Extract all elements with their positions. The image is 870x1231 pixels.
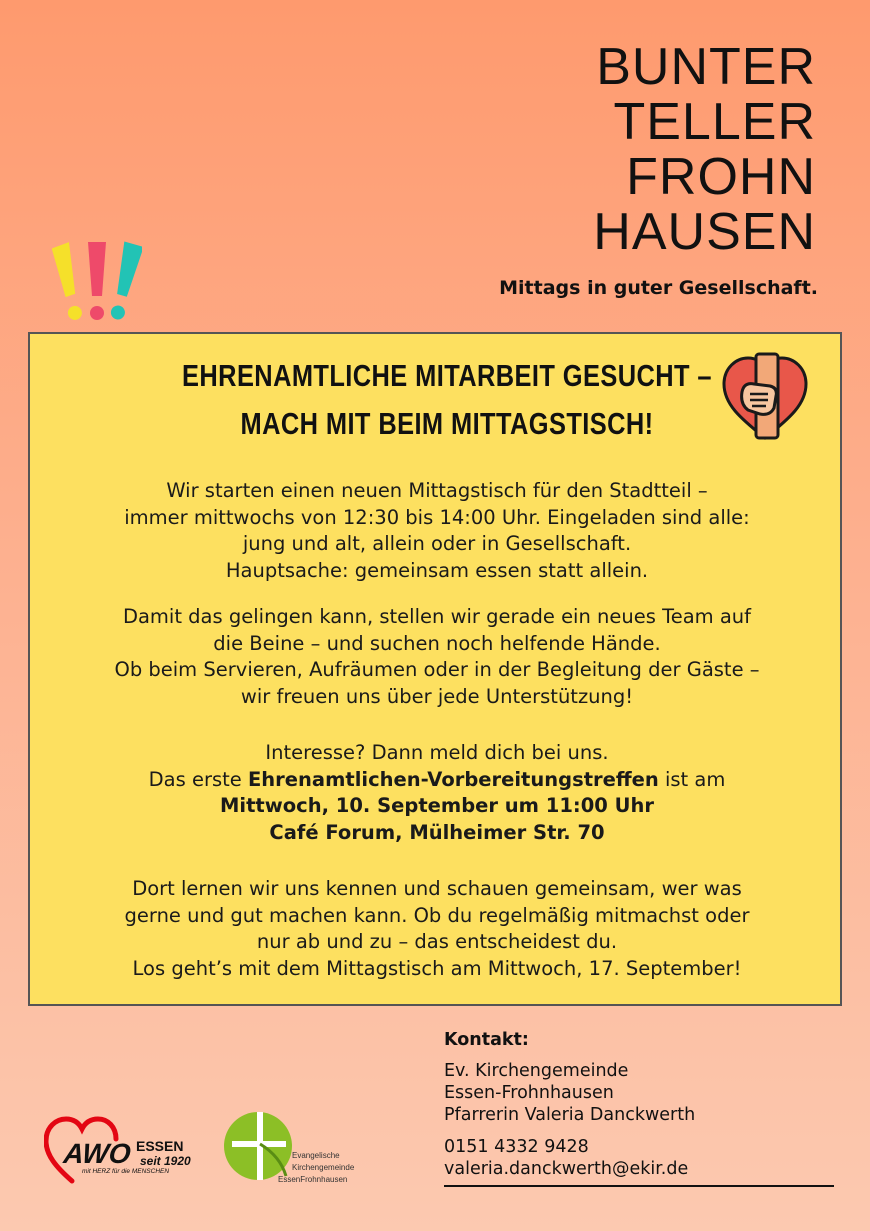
team-line-4: wir freuen uns über jede Unterstützung! — [240, 684, 634, 708]
church-logo — [220, 1106, 370, 1190]
closing-paragraph — [30, 876, 844, 982]
awo-city: ESSEN — [136, 1138, 184, 1154]
contact-divider — [444, 1185, 834, 1187]
awo-logo — [44, 1113, 200, 1185]
title-line-2: TELLER — [613, 93, 816, 151]
title-line-3: FROHN — [626, 148, 816, 206]
intro-line-4: Hauptsache: gemeinsam essen statt allein. — [225, 558, 649, 582]
closing-line-4: Los geht’s mit dem Mittagstisch am Mittwoch, 17. September! — [132, 956, 742, 980]
meeting-line-1: Interesse? Dann meld dich bei uns. — [265, 741, 609, 764]
meeting-line-2-pre: Das erste — [148, 767, 248, 791]
contact-org-1: Ev. Kirchengemeinde — [444, 1061, 629, 1081]
church-line-3: EssenFrohnhausen — [278, 1175, 348, 1184]
headline-line-2: MACH MIT BEIM MITTAGSTISCH! — [240, 406, 654, 441]
contact-email[interactable]: valeria.danckwerth@ekir.de — [444, 1159, 689, 1179]
team-line-2: die Beine – und suchen noch helfende Hände. — [213, 631, 661, 655]
team-paragraph — [30, 604, 844, 710]
contact-block — [444, 1030, 834, 1180]
team-line-3: Ob beim Servieren, Aufräumen oder in der Begleitung der Gäste – — [114, 658, 760, 681]
contact-org-2: Essen-Frohnhausen — [444, 1083, 614, 1103]
card-headline — [103, 352, 770, 448]
church-line-1: Evangelische — [292, 1151, 340, 1160]
meeting-title: Ehrenamtlichen-Vorbereitungstreffen — [247, 767, 659, 791]
intro-line-3: jung und alt, allein oder in Gesellschaft. — [242, 532, 632, 555]
meeting-date: Mittwoch, 10. September um 11:00 Uhr — [220, 794, 654, 817]
tagline: Mittags in guter Gesellschaft. — [499, 277, 818, 299]
contact-label: Kontakt: — [444, 1030, 529, 1050]
title-line-1: BUNTER — [596, 38, 816, 96]
church-line-2: Kirchengemeinde — [292, 1163, 355, 1172]
info-card — [28, 332, 842, 1006]
intro-line-1: Wir starten einen neuen Mittagstisch für den Stadtteil – — [166, 479, 708, 502]
closing-line-1: Dort lernen wir uns kennen und schauen gemeinsam, wer was — [132, 877, 742, 900]
closing-line-3: nur ab und zu – das entscheidest du. — [256, 930, 618, 953]
contact-person: Pfarrerin Valeria Danckwerth — [444, 1105, 696, 1125]
poster-title — [593, 40, 816, 260]
helping-hands-heart-icon — [720, 352, 810, 442]
intro-line-2: immer mittwochs von 12:30 bis 14:00 Uhr. Eingeladen sind alle: — [124, 505, 750, 529]
awo-claim: mit HERZ für die MENSCHEN — [82, 1168, 170, 1175]
meeting-line-2-post: ist am — [658, 767, 726, 791]
meeting-paragraph — [30, 740, 844, 846]
meeting-location: Café Forum, Mülheimer Str. 70 — [269, 820, 605, 844]
closing-line-2: gerne und gut machen kann. Ob du regelmäßig mitmachst oder — [124, 903, 750, 927]
title-line-4: HAUSEN — [593, 203, 816, 261]
awo-since: seit 1920 — [140, 1154, 191, 1168]
contact-phone[interactable]: 0151 4332 9428 — [444, 1137, 589, 1157]
headline-line-1: EHRENAMTLICHE MITARBEIT GESUCHT – — [182, 358, 712, 393]
intro-paragraph — [30, 478, 844, 584]
awo-wordmark: AWO — [62, 1138, 133, 1169]
exclamation-marks-icon — [52, 238, 142, 326]
meeting-line-2 — [30, 767, 844, 794]
team-line-1: Damit das gelingen kann, stellen wir gerade ein neues Team auf — [122, 605, 752, 628]
